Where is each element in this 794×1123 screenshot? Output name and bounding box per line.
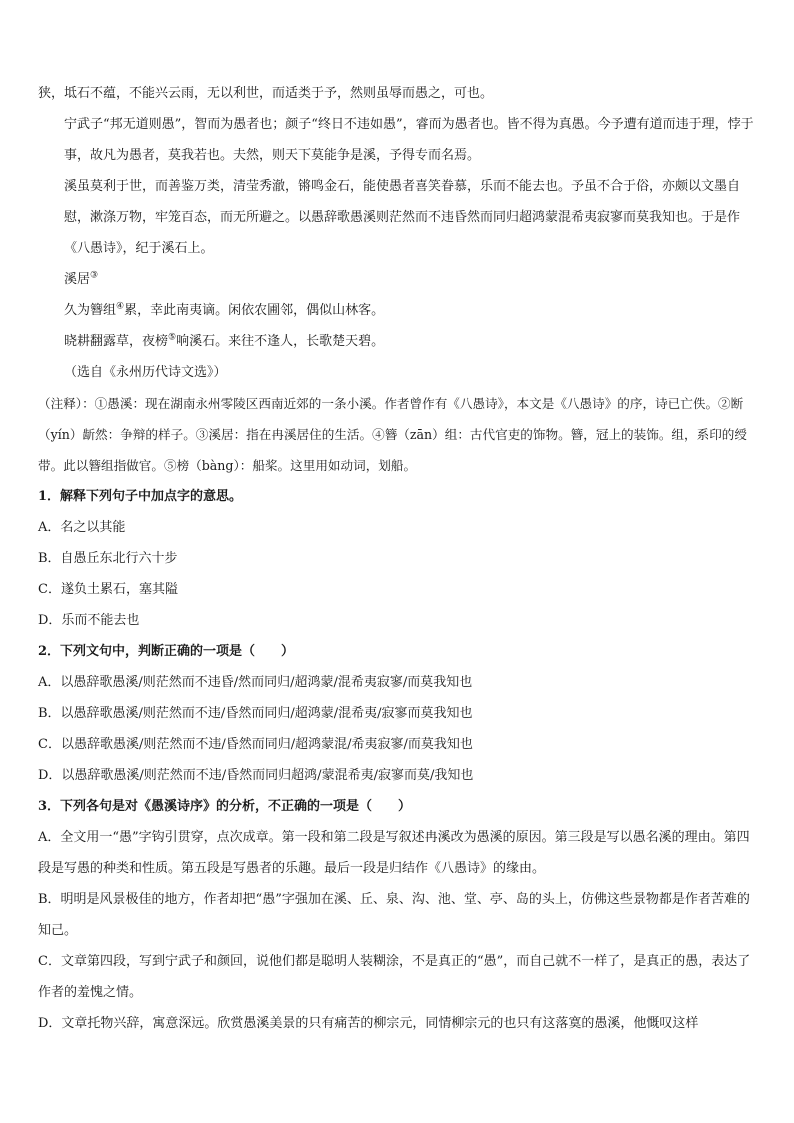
- poem-line-1-a: 久为簪组: [64, 303, 117, 318]
- question-3-stem: 3．下列各句是对《愚溪诗序》的分析，不正确的一项是（ ）: [38, 799, 412, 814]
- poem-title-text: 溪居: [64, 272, 91, 287]
- poem-line-2-b: 响溪石。来往不逢人，长歌楚天碧。: [176, 334, 385, 349]
- question-3-option-a: A．全文用一“愚”字钩引贯穿，点次成章。第一段和第二段是写叙述冉溪改为愚溪的原因。第三段是写以愚名溪的理由。第四段是写愚的种类和性质。第五段是写愚者的乐趣。最后一段是归结作《八愚诗》的缘由。: [38, 830, 750, 876]
- question-2-option-a: A．以愚辞歌愚溪/则茫然而不违昏/然而同归/超鸿蒙/混希夷寂寥/而莫我知也: [38, 675, 473, 690]
- poem-line-1-b: 累，幸此南夷谪。闲依农圃邻，偶似山林客。: [124, 303, 385, 318]
- poem-title: [38, 264, 758, 295]
- question-1-option-d: D．乐而不能去也: [38, 613, 140, 628]
- question-3-option-b: B．明明是风景极佳的地方，作者却把“愚”字强加在溪、丘、泉、沟、池、堂、亭、岛的头上，仿佛这些景物都是作者苦难的知己。: [38, 892, 750, 938]
- question-1-option-b: B．自愚丘东北行六十步: [38, 551, 178, 566]
- question-2-option-d: D．以愚辞歌愚溪/则茫然而不违/昏然而同归超鸿/蒙混希夷/寂寥而莫/我知也: [38, 768, 474, 783]
- question-3-option-c: C．文章第四段，写到宁武子和颜回，说他们都是聪明人装糊涂，不是真正的“愚”，而自己就不一样了，是真正的愚，表达了作者的羞愧之情。: [38, 954, 751, 1000]
- poem-line-2: [38, 326, 758, 357]
- poem-line-2-note-mark: ⑤: [168, 332, 177, 343]
- question-2-option-c: C．以愚辞歌愚溪/则茫然而不违/昏然而同归/超鸿蒙混/希夷寂寥/而莫我知也: [38, 737, 473, 752]
- poem-title-note-mark: ③: [90, 270, 99, 281]
- passage-paragraph-2: 宁武子“邦无道则愚”，智而为愚者也；颜子“终日不违如愚”，睿而为愚者也。皆不得为真愚。今予遭有道而违于理，悖于事，故凡为愚者，莫我若也。夫然，则天下莫能争是溪，予得专而名焉。: [64, 117, 754, 163]
- poem-line-1: [38, 295, 758, 326]
- question-2-option-b: B．以愚辞歌愚溪/则茫然而不违/昏然而同归/超鸿蒙/混希夷/寂寥而莫我知也: [38, 706, 473, 721]
- poem-source: （选自《永州历代诗文选》）: [64, 365, 227, 380]
- passage-paragraph-3: 溪虽莫利于世，而善鉴万类，清莹秀澈，锵鸣金石，能使愚者喜笑眷慕，乐而不能去也。予虽不合于俗，亦颇以文墨自慰，漱涤万物，牢笼百态，而无所避之。以愚辞歌愚溪则茫然而不违昏然而同归超鸿蒙混希夷寂寥而莫我知也。于是作《八愚诗》，纪于溪石上。: [64, 179, 741, 256]
- question-1-stem: 1．解释下列句子中加点字的意思。: [38, 489, 243, 504]
- annotation-notes: （注释）：①愚溪：现在湖南永州零陵区西南近郊的一条小溪。作者曾作有《八愚诗》，本文是《八愚诗》的序，诗已亡佚。②断（yín）龂然：争辩的样子。③溪居：指在冉溪居住的生活。④簪（zān）组：古代官吏的饰物。簪，冠上的装饰。组，系印的绶带。此以簪组指做官。⑤榜（bàng）：船桨。这里用如动词，划船。: [38, 396, 747, 473]
- question-1-option-a: A．名之以其能: [38, 520, 126, 535]
- poem-line-2-a: 晓耕翻露草，夜榜: [64, 334, 169, 349]
- poem-line-1-note-mark: ④: [116, 301, 125, 312]
- question-1-option-c: C．遂负土累石，塞其隘: [38, 582, 178, 597]
- passage-line-1: 狭，坻石不蕴，不能兴云雨，无以利世，而适类于予，然则虽辱而愚之，可也。: [38, 86, 494, 101]
- question-3-option-d: D．文章托物兴辞，寓意深远。欣赏愚溪美景的只有痛苦的柳宗元，同情柳宗元的也只有这落寞的愚溪，他慨叹这样: [38, 1016, 699, 1031]
- question-2-stem: 2．下列文句中，判断正确的一项是（ ）: [38, 644, 295, 659]
